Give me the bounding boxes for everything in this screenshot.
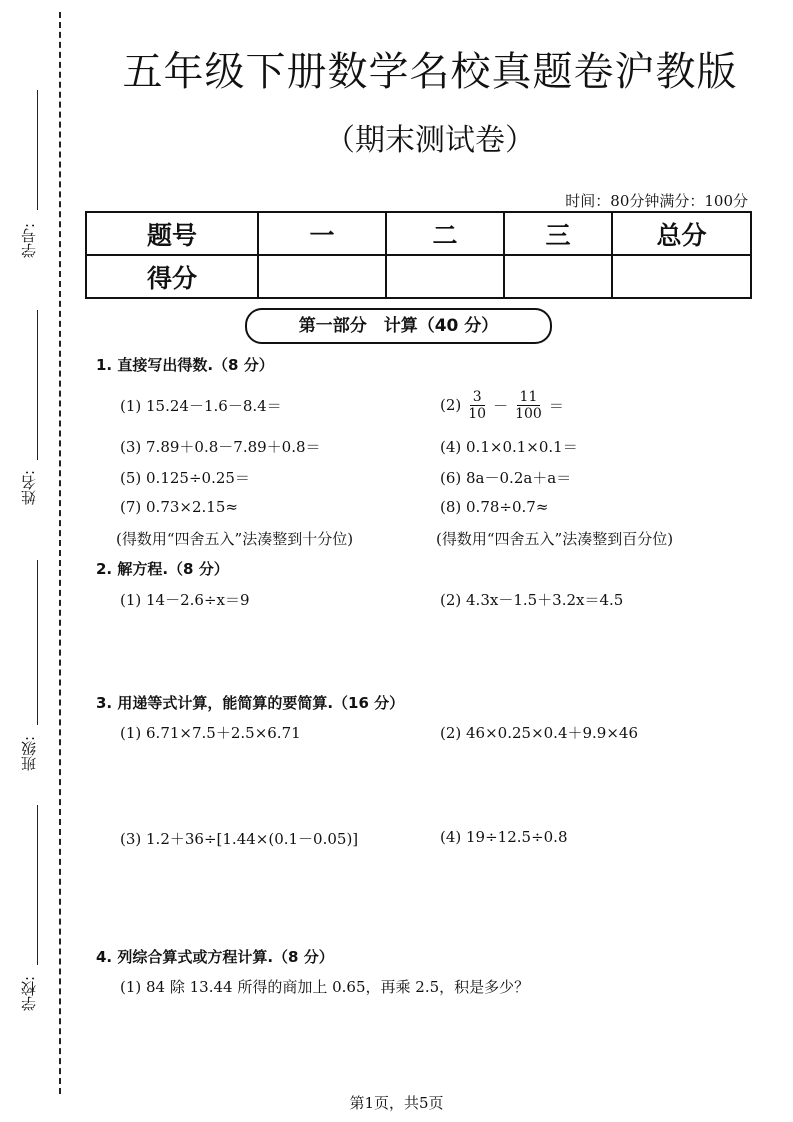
question-2-heading: 2. 解方程.（8 分）: [96, 560, 229, 578]
score-header-row: [86, 212, 751, 255]
score-header-cell: 一: [258, 212, 386, 255]
question-3-heading: 3. 用递等式计算，能简算的要简算.（16 分）: [96, 694, 405, 712]
score-header-cell: 题号: [86, 212, 258, 255]
page-title: 五年级下册数学名校真题卷沪教版: [122, 49, 738, 95]
section-title: 第一部分 计算（40 分）: [245, 308, 552, 344]
score-cell[interactable]: [612, 255, 751, 298]
class-label: 班级:: [20, 735, 38, 771]
q1-item-6: (6) 8a－0.2a＋a＝: [440, 469, 572, 487]
minus-sign: －: [493, 396, 509, 415]
q3-item-4: (4) 19÷12.5÷0.8: [440, 828, 568, 846]
q3-item-1: (1) 6.71×7.5＋2.5×6.71: [120, 724, 301, 742]
q1-item-1: (1) 15.24－1.6－8.4＝: [120, 397, 282, 415]
score-header-cell: 二: [386, 212, 504, 255]
question-1-heading: 1. 直接写出得数.（8 分）: [96, 356, 274, 374]
q2-item-2: (2) 4.3x－1.5＋3.2x＝4.5: [440, 591, 624, 609]
fraction: [465, 389, 489, 422]
score-row-label: 得分: [86, 255, 258, 298]
q1-item-3: (3) 7.89＋0.8－7.89＋0.8＝: [120, 438, 321, 456]
score-header-cell: 总分: [612, 212, 751, 255]
score-row: [86, 255, 751, 298]
q1-note-hundredths: (得数用“四舍五入”法凑整到百分位): [436, 530, 674, 548]
q1-item-5: (5) 0.125÷0.25＝: [120, 469, 250, 487]
q3-item-2: (2) 46×0.25×0.4＋9.9×46: [440, 724, 639, 742]
fraction-numerator: 3: [470, 389, 485, 406]
score-table: [85, 211, 752, 299]
binding-cut-line: [59, 12, 61, 1094]
q1-item-2-prefix: (2): [440, 396, 462, 414]
score-cell[interactable]: [504, 255, 612, 298]
fraction-denominator: 10: [468, 405, 487, 422]
q1-item-4: (4) 0.1×0.1×0.1＝: [440, 438, 578, 456]
score-cell[interactable]: [386, 255, 504, 298]
page-number: 第1页，共5页: [349, 1094, 444, 1112]
q4-item-1: (1) 84 除 13.44 所得的商加上 0.65，再乘 2.5，积是多少？: [120, 978, 530, 996]
school-line[interactable]: [37, 805, 38, 965]
score-header-cell: 三: [504, 212, 612, 255]
student-id-line[interactable]: [37, 90, 38, 210]
fraction-numerator: 11: [517, 389, 541, 406]
q1-item-7: (7) 0.73×2.15≈: [120, 498, 238, 516]
q1-note-tenths: (得数用“四舍五入”法凑整到十分位): [116, 530, 354, 548]
name-label: 姓名:: [20, 469, 38, 505]
fraction: [512, 389, 545, 422]
name-line[interactable]: [37, 310, 38, 460]
q1-item-2: [440, 383, 564, 427]
student-id-label: 学号:: [20, 222, 38, 258]
q2-item-1: (1) 14－2.6÷x＝9: [120, 591, 250, 609]
equals-sign: ＝: [548, 396, 564, 415]
fraction-denominator: 100: [515, 405, 542, 422]
page-subtitle: （期末测试卷）: [325, 123, 535, 158]
score-cell[interactable]: [258, 255, 386, 298]
q3-item-3: (3) 1.2＋36÷[1.44×(0.1－0.05)]: [120, 830, 359, 848]
school-label: 学校:: [20, 975, 38, 1011]
question-4-heading: 4. 列综合算式或方程计算.（8 分）: [96, 948, 334, 966]
class-line[interactable]: [37, 560, 38, 725]
time-info: 时间：80分钟满分：100分: [565, 192, 748, 210]
q1-item-8: (8) 0.78÷0.7≈: [440, 498, 549, 516]
